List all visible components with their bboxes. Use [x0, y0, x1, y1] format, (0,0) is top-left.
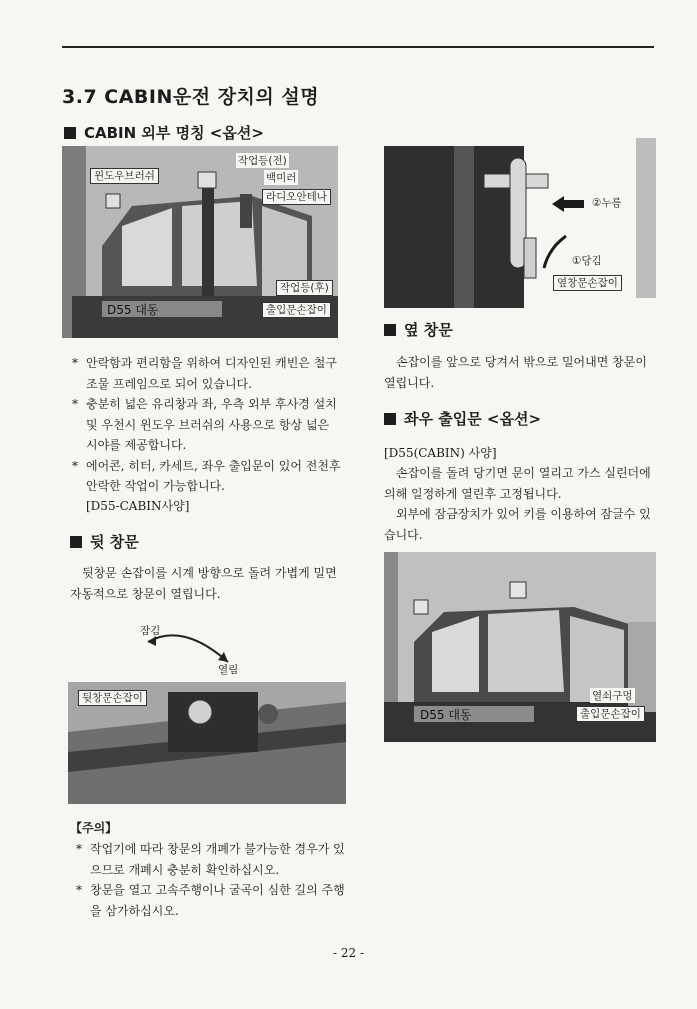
side-window-text: 손잡이를 앞으로 당겨서 밖으로 밀어내면 창문이 열립니다.: [384, 355, 647, 390]
door-text-1: 손잡이를 돌려 당기면 문이 열리고 가스 실린더에 의해 일정하게 열린후 고정됩니다.: [384, 466, 651, 501]
rear-window-text: 뒷창문 손잡이를 시계 방향으로 돌려 가볍게 밀면 자동적으로 창문이 열립니다.: [70, 566, 337, 601]
page-number: - 22 -: [332, 946, 364, 960]
top-rule: [62, 46, 654, 48]
square-bullet-icon: [70, 536, 82, 548]
label-radio-antenna: 라디오안테나: [262, 189, 331, 205]
list-item: * 에어콘, 히터, 카세트, 좌우 출입문이 있어 전천후 안락한 작업이 가능합니다.: [72, 456, 344, 497]
label-keyhole: 열쇠구멍: [592, 690, 633, 702]
list-item: * 창문을 열고 고속주행이나 굴곡이 심한 길의 주행을 삼가하십시오.: [76, 880, 348, 921]
label-door-handle-2: 출입문손잡이: [576, 706, 645, 722]
door-text-2: 외부에 잠금장치가 있어 키를 이용하여 잠글수 있습니다.: [384, 507, 651, 542]
label-wiper: 윈도우브러쉬: [90, 168, 159, 184]
door-spec-note: [D55(CABIN) 사양]: [384, 446, 497, 460]
rear-window-heading: 뒷 창문: [70, 531, 139, 552]
label-rear-window-handle: 뒷창문손잡이: [78, 690, 147, 706]
label-side-window-handle: 옆창문손잡이: [553, 275, 622, 291]
label-open: 열림: [218, 664, 239, 676]
model-mark-label: D55 대동: [107, 303, 159, 317]
cabin-spec-note: [D55-CABIN사양]: [86, 499, 190, 513]
label-lock: 잠김: [140, 625, 161, 637]
list-item: * 안락함과 편리함을 위하여 디자인된 캐빈은 철구조물 프레임으로 되어 있습니다.: [72, 353, 344, 394]
caution-heading: 【주의】: [70, 821, 118, 835]
section-title: 3.7 CABIN운전 장치의 설명: [62, 86, 320, 108]
caution-list: [76, 839, 348, 921]
rear-window-photo: [68, 612, 346, 804]
list-item: * 충분히 넓은 유리창과 좌, 우측 외부 후사경 설치 및 우천시 윈도우 브러쉬의 사용으로 항상 넓은 시야를 제공합니다.: [72, 394, 344, 456]
cabin-names-heading: CABIN 외부 명칭 <옵션>: [64, 122, 264, 143]
square-bullet-icon: [64, 127, 76, 139]
label-door-handle: 출입문손잡이: [262, 302, 331, 318]
side-window-heading: 옆 창문: [384, 319, 453, 340]
label-work-light-rear: 작업등(후): [276, 280, 333, 296]
label-work-light-front: 작업등(전): [238, 155, 287, 167]
square-bullet-icon: [384, 324, 396, 336]
square-bullet-icon: [384, 413, 396, 425]
list-item: * 작업기에 따라 창문의 개폐가 불가능한 경우가 있으므로 개폐시 충분히 확인하십시오.: [76, 839, 348, 880]
cabin-feature-list: [72, 353, 344, 497]
label-pull: ①당김: [572, 255, 602, 267]
label-push: ②누름: [592, 197, 622, 209]
label-back-mirror: 백미러: [266, 172, 297, 184]
door-heading: 좌우 출입문 <옵션>: [384, 408, 541, 429]
model-mark-label: D55 대동: [420, 708, 472, 722]
